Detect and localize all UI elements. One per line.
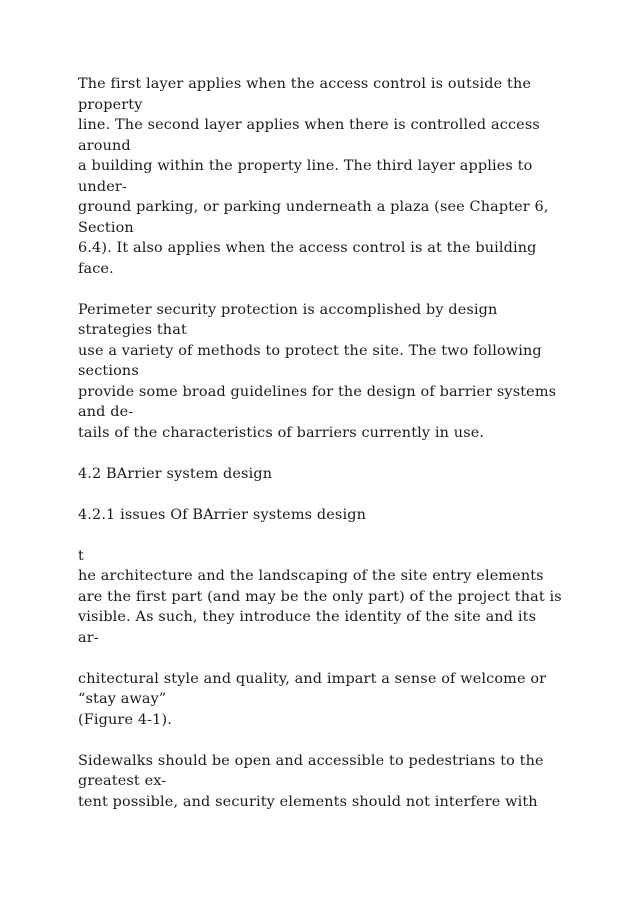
text-line: (Figure 4-1). [78, 711, 172, 728]
paragraph-layers [78, 74, 618, 279]
text-line: The first layer applies when the access control is outside the [78, 76, 532, 92]
heading-line: 4.2.1 issues Of BArrier systems design [78, 506, 367, 523]
text-line: 6.4). It also applies when the access control is at the building [78, 240, 537, 256]
text-line: tails of the characteristics of barriers currently in use. [78, 424, 485, 441]
text-line: use a variety of methods to protect the site. The two following [78, 342, 542, 359]
text-line: tent possible, and security elements should not interfere with [78, 793, 538, 810]
text-line: he architecture and the landscaping of the site entry elements [78, 568, 544, 584]
section-heading [78, 464, 618, 485]
text-line: Perimeter security protection is accomplished by design [78, 301, 498, 318]
text-line: Sidewalks should be open and accessible to pedestrians to the [78, 752, 544, 769]
document-body [78, 74, 618, 833]
text-line: strategies that [78, 322, 187, 338]
text-line: visible. As such, they introduce the identity of the site and its [78, 609, 537, 625]
text-line: ar- [78, 629, 99, 646]
subsection-heading [78, 505, 618, 526]
text-line: t [78, 547, 84, 564]
text-line: property [78, 96, 143, 113]
heading-line: 4.2 BArrier system design [78, 465, 273, 482]
text-line: line. The second layer applies when there is controlled access [78, 117, 540, 133]
paragraph-perimeter [78, 300, 618, 444]
text-line: ground parking, or parking underneath a plaza (see Chapter 6, [78, 199, 549, 215]
text-line: around [78, 137, 131, 154]
paragraph-sidewalks [78, 751, 618, 813]
text-line: face. [78, 260, 114, 277]
text-line: under- [78, 178, 127, 195]
text-line: a building within the property line. The third layer applies to [78, 158, 533, 174]
text-line: Section [78, 219, 134, 236]
paragraph-style [78, 669, 618, 731]
text-line: “stay away” [78, 691, 167, 707]
text-line: provide some broad guidelines for the design of barrier systems [78, 383, 557, 400]
text-line: greatest ex- [78, 773, 167, 789]
text-line: chitectural style and quality, and impart a sense of welcome or [78, 670, 547, 687]
text-line: and de- [78, 404, 134, 420]
text-line: sections [78, 363, 139, 379]
paragraph-architecture [78, 546, 618, 649]
text-line: are the first part (and may be the only part) of the project that is [78, 588, 562, 605]
